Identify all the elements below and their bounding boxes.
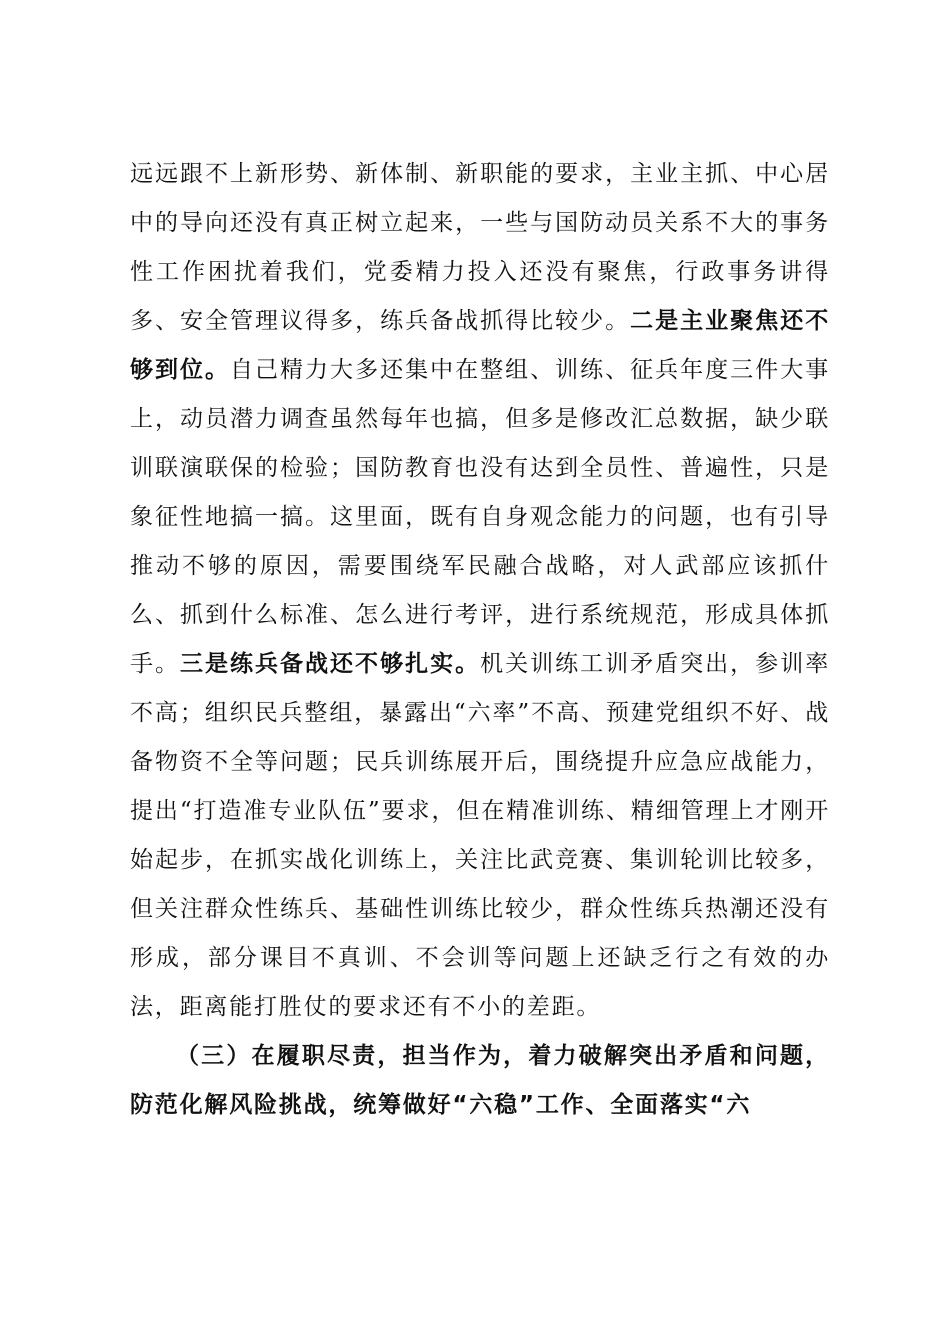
paragraph-text-segment-3: 机关训练工训矛盾突出，参训率不高；组织民兵整组，暴露出“六率”不高、预建党组织不好、战备物资不全等问题；民兵训练展开后，围绕提升应急应战能力，提出“打造准专业队伍”要求，但在精准训练、精细管理上才刚开始起步，在抓实战化训练上，关注比武竞赛、集训轮训比较多，但关注群众性练兵、基础性训练比较少，群众性练兵热潮还没有形成，部分课目不真训、不会训等问题上还缺乏行之有效的办法，距离能打胜仗的要求还有不小的差距。 bbox=[130, 651, 830, 1020]
paragraph-text-segment-1: 远远跟不上新形势、新体制、新职能的要求，主业主抓、中心居中的导向还没有真正树立起来，一些与国防动员关系不大的事务性工作困扰着我们，党委精力投入还没有聚焦，行政事务讲得多、安全管理议得多，练兵备战抓得比较少。 bbox=[130, 161, 830, 334]
body-paragraph bbox=[130, 150, 830, 1032]
subheading-two: 二是主业聚焦还不够到位。 bbox=[130, 308, 831, 383]
section-heading-three: （三）在履职尽责，担当作为，着力破解突出矛盾和问题，防范化解风险挑战，统筹做好“六稳”工作、全面落实“六 bbox=[130, 1043, 830, 1118]
document-body bbox=[130, 150, 830, 1130]
paragraph-text-segment-2: 自己精力大多还集中在整组、训练、征兵年度三件大事上，动员潜力调查虽然每年也搞，但多是修改汇总数据，缺少联训联演联保的检验；国防教育也没有达到全员性、普遍性，只是象征性地搞一搞。这里面，既有自身观念能力的问题，也有引导推动不够的原因，需要围绕军民融合战略，对人武部应该抓什么、抓到什么标准、怎么进行考评，进行系统规范，形成具体抓手。 bbox=[130, 357, 830, 677]
subheading-three: 三是练兵备战还不够扎实。 bbox=[180, 651, 481, 677]
